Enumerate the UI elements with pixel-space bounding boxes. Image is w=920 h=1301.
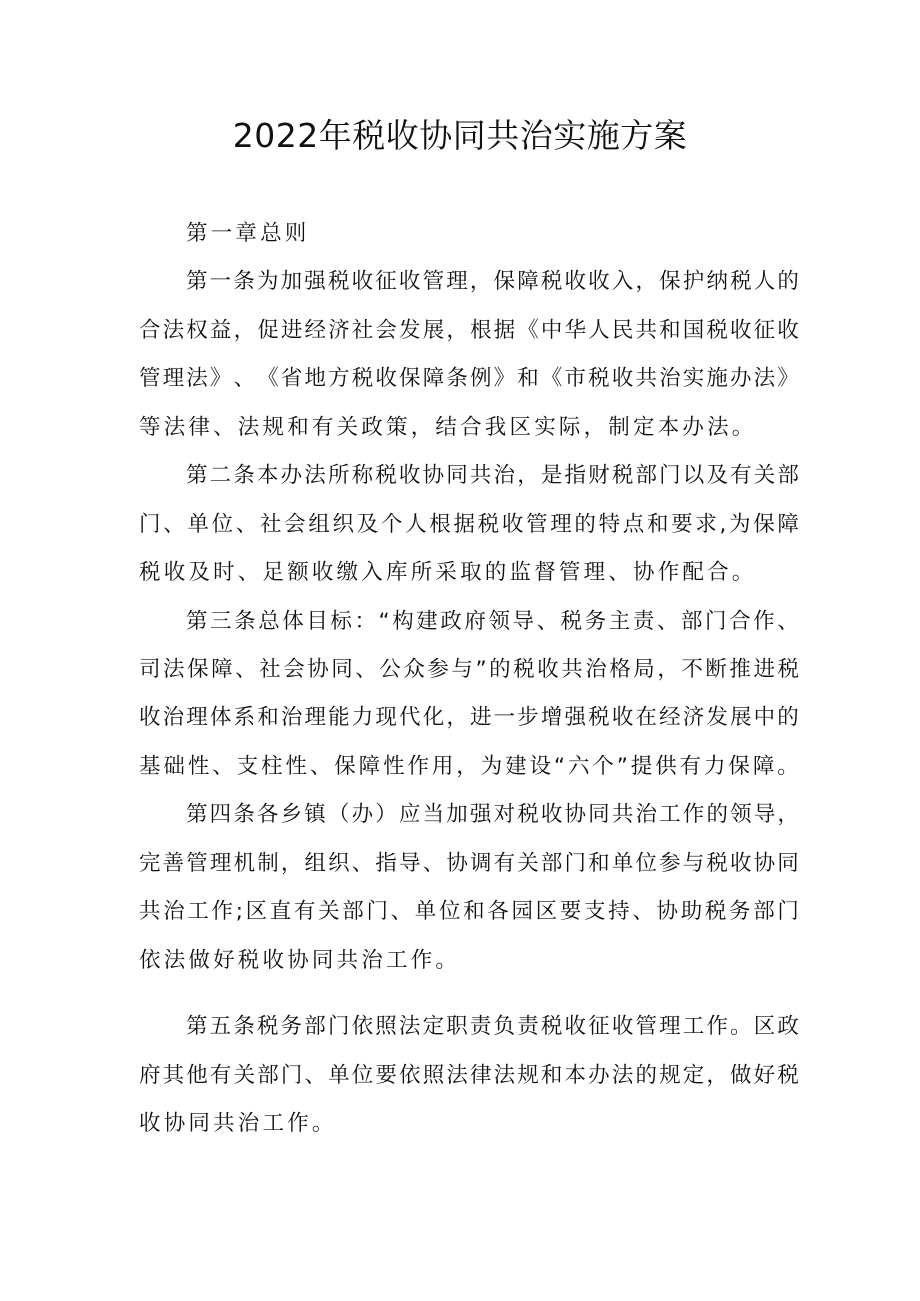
- article-1-line-1: 第 一 条 为 加 强 税 收 征 收 管 理 ， 保 障 税 收 收 入 ， 保 护 纳 税 人 的: [186, 269, 799, 294]
- article-2-line-2: 门 、 单 位 、 社 会 组 织 及 个 人 根 据 税 收 管 理 的 特 点 和 要 求 , 为 保 障: [139, 512, 799, 537]
- article-4-line-2: 完 善 管 理 机 制 ， 组 织 、 指 导 、 协 调 有 关 部 门 和 单 位 参 与 税 收 协 同: [139, 851, 799, 876]
- article-4-line-1: 第 四 条 各 乡 镇 （ 办 ） 应 当 加 强 对 税 收 协 同 共 治 工 作 的 领 导 ，: [186, 802, 799, 827]
- article-5-line-1: 第 五 条 税 务 部 门 依 照 法 定 职 责 负 责 税 收 征 收 管 理 工 作 。 区 政: [186, 1014, 799, 1039]
- article-4-line-3: 共 治 工 作 ; 区 直 有 关 部 门 、 单 位 和 各 园 区 要 支 持 、 协 助 税 务 部 门: [139, 899, 799, 924]
- article-3-line-3: 收 治 理 体 系 和 治 理 能 力 现 代 化 ， 进 一 步 增 强 税 收 在 经 济 发 展 中 的: [139, 705, 799, 730]
- article-5-line-3: 收协同共治工作。: [139, 1111, 337, 1136]
- article-3-line-4: 基 础 性 、 支 柱 性 、 保 障 性 作 用 ， 为 建 设 “ 六 个 ” 提 供 有 力 保 障 。: [139, 754, 799, 779]
- article-3-line-2: 司 法 保 障 、 社 会 协 同 、 公 众 参 与 ” 的 税 收 共 治 格 局 ， 不 断 推 进 税: [139, 657, 799, 682]
- article-2-line-1: 第 二 条 本 办 法 所 称 税 收 协 同 共 治 ， 是 指 财 税 部 门 以 及 有 关 部: [186, 463, 799, 488]
- article-1-line-3: 管 理 法 》 、 《 省 地 方 税 收 保 障 条 例 》 和 《 市 税 收 共 治 实 施 办 法 》: [139, 366, 799, 391]
- document-title: 2022年税收协同共治实施方案: [232, 116, 688, 155]
- chapter-heading: 第一章总则: [186, 221, 310, 246]
- article-1-line-2: 合 法 权 益 ， 促 进 经 济 社 会 发 展 ， 根 据 《 中 华 人 民 共 和 国 税 收 征 收: [139, 318, 799, 343]
- article-5-line-2: 府 其 他 有 关 部 门 、 单 位 要 依 照 法 律 法 规 和 本 办 法 的 规 定 ， 做 好 税: [139, 1063, 799, 1088]
- article-1-line-4: 等法律、法规和有关政策，结合我区实际，制定本办法。: [139, 415, 757, 440]
- article-3-line-1: 第 三 条 总 体 目 标 ： “ 构 建 政 府 领 导 、 税 务 主 责 、 部 门 合 作 、: [186, 609, 799, 634]
- article-4-line-4: 依法做好税收协同共治工作。: [139, 948, 461, 973]
- article-2-line-3: 税收及时、足额收缴入库所采取的监督管理、协作配合。: [139, 560, 757, 585]
